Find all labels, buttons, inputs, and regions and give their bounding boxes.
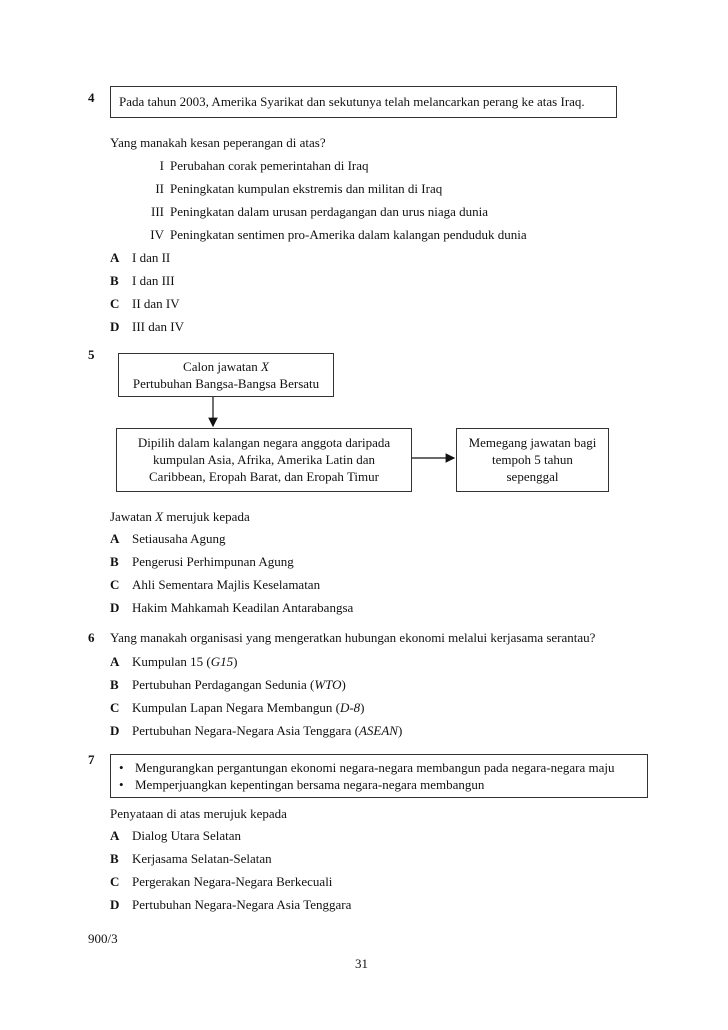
q7-option-b[interactable] bbox=[110, 851, 272, 867]
q7-bullet-2-text: Memperjuangkan kepentingan bersama negara-negara membangun bbox=[135, 777, 485, 792]
paper-code: 900/3 bbox=[88, 931, 118, 946]
q4-item-4-num: IV bbox=[150, 227, 164, 242]
q5-option-d[interactable] bbox=[110, 600, 353, 616]
option-label: C bbox=[110, 700, 120, 715]
option-text: Kerjasama Selatan-Selatan bbox=[132, 851, 272, 866]
option-label: B bbox=[110, 554, 119, 569]
option-abbr: D-8 bbox=[339, 700, 361, 715]
q7-option-d[interactable] bbox=[110, 897, 351, 913]
q7-option-a[interactable] bbox=[110, 828, 241, 844]
q5-stem-var: X bbox=[155, 509, 164, 524]
question-6-number: 6 bbox=[88, 630, 95, 645]
option-text: II dan IV bbox=[132, 296, 180, 311]
q5-option-b[interactable] bbox=[110, 554, 294, 570]
q4-item-1-num: I bbox=[159, 158, 164, 173]
flow-box-middle-line2: kumpulan Asia, Afrika, Amerika Latin dan bbox=[152, 452, 376, 467]
option-text: Hakim Mahkamah Keadilan Antarabangsa bbox=[132, 600, 354, 615]
flow-box-right-line3: sepenggal bbox=[506, 469, 559, 484]
option-text: Pengerusi Perhimpunan Agung bbox=[132, 554, 294, 569]
option-label: C bbox=[110, 296, 120, 311]
option-text: I dan III bbox=[132, 273, 175, 288]
q6-option-b[interactable] bbox=[110, 677, 346, 693]
option-label: A bbox=[110, 250, 120, 265]
flow-box-middle-line1: Dipilih dalam kalangan negara anggota daripada bbox=[137, 435, 391, 450]
option-text: I dan II bbox=[132, 250, 171, 265]
question-7-stem: Penyataan di atas merujuk kepada bbox=[110, 806, 287, 821]
option-label: D bbox=[110, 897, 120, 912]
question-4-stem: Yang manakah kesan peperangan di atas? bbox=[110, 135, 326, 150]
question-5-number: 5 bbox=[88, 347, 95, 362]
flow-box-top-pre: Calon jawatan bbox=[183, 359, 262, 374]
question-5-stem bbox=[110, 509, 250, 525]
q6-option-c[interactable] bbox=[110, 700, 365, 716]
flow-box-middle bbox=[116, 428, 412, 492]
option-text: Pertubuhan Negara-Negara Asia Tenggara bbox=[132, 897, 352, 912]
q5-stem-pre: Jawatan bbox=[110, 509, 156, 524]
option-label: C bbox=[110, 874, 120, 889]
q7-option-c[interactable] bbox=[110, 874, 332, 890]
q4-item-2-num: II bbox=[155, 181, 164, 196]
option-label: D bbox=[110, 723, 120, 738]
question-4-statement: Pada tahun 2003, Amerika Syarikat dan sekutunya telah melancarkan perang ke atas Iraq. bbox=[119, 94, 585, 109]
option-text: Kumpulan Lapan Negara Membangun ( bbox=[132, 700, 340, 715]
option-text: Kumpulan 15 ( bbox=[132, 654, 211, 669]
option-text: Pertubuhan Perdagangan Sedunia ( bbox=[132, 677, 315, 692]
option-label: B bbox=[110, 677, 119, 692]
q4-item-3-num: III bbox=[151, 204, 164, 219]
option-close: ) bbox=[397, 723, 403, 738]
flow-box-middle-line3: Caribbean, Eropah Barat, dan Eropah Timur bbox=[149, 469, 379, 484]
option-text: Setiausaha Agung bbox=[132, 531, 226, 546]
q4-item-1-text: Perubahan corak pemerintahan di Iraq bbox=[170, 158, 369, 173]
option-label: A bbox=[110, 531, 120, 546]
option-text: Dialog Utara Selatan bbox=[132, 828, 242, 843]
option-abbr: G15 bbox=[210, 654, 234, 669]
q5-stem-post: merujuk kepada bbox=[163, 509, 250, 524]
flow-box-top-var: X bbox=[261, 359, 269, 374]
option-text: III dan IV bbox=[132, 319, 184, 334]
q4-item-2-text: Peningkatan kumpulan ekstremis dan militan di Iraq bbox=[170, 181, 443, 196]
q7-bullet-1-text: Mengurangkan pergantungan ekonomi negara-negara membangun pada negara-negara maju bbox=[135, 760, 615, 775]
option-abbr: ASEAN bbox=[358, 723, 398, 738]
flow-box-right-line2: tempoh 5 tahun bbox=[492, 452, 573, 467]
option-label: B bbox=[110, 273, 119, 288]
option-abbr: WTO bbox=[314, 677, 342, 692]
option-label: B bbox=[110, 851, 119, 866]
q4-item-4-text: Peningkatan sentimen pro-Amerika dalam kalangan penduduk dunia bbox=[170, 227, 527, 242]
question-7-number: 7 bbox=[88, 752, 95, 767]
option-text: Pertubuhan Negara-Negara Asia Tenggara ( bbox=[132, 723, 359, 738]
q6-option-a[interactable] bbox=[110, 654, 237, 670]
option-close: ) bbox=[233, 654, 238, 669]
question-7-statement-box bbox=[110, 754, 648, 798]
flow-box-top-line2: Pertubuhan Bangsa-Bangsa Bersatu bbox=[132, 376, 320, 391]
flow-box-right-line1: Memegang jawatan bagi bbox=[468, 435, 597, 450]
option-close: ) bbox=[360, 700, 365, 715]
option-text: Ahli Sementara Majlis Keselamatan bbox=[132, 577, 321, 592]
q6-option-d[interactable] bbox=[110, 723, 402, 739]
q5-option-a[interactable] bbox=[110, 531, 226, 547]
flow-box-right bbox=[456, 428, 609, 492]
option-text: Pergerakan Negara-Negara Berkecuali bbox=[132, 874, 333, 889]
option-label: D bbox=[110, 600, 120, 615]
q4-item-3-text: Peningkatan dalam urusan perdagangan dan urus niaga dunia bbox=[170, 204, 489, 219]
q7-bullet-1 bbox=[119, 760, 614, 776]
question-6-stem: Yang manakah organisasi yang mengeratkan hubungan ekonomi melalui kerjasama serantau? bbox=[110, 630, 596, 645]
page-number: 31 bbox=[355, 956, 368, 971]
q5-option-c[interactable] bbox=[110, 577, 320, 593]
question-4-number: 4 bbox=[88, 90, 95, 105]
bullet-icon: • bbox=[119, 760, 124, 775]
bullet-icon: • bbox=[119, 777, 124, 792]
option-label: A bbox=[110, 654, 120, 669]
option-label: C bbox=[110, 577, 120, 592]
option-label: A bbox=[110, 828, 120, 843]
option-label: D bbox=[110, 319, 120, 334]
option-close: ) bbox=[341, 677, 346, 692]
q7-bullet-2 bbox=[119, 777, 484, 793]
